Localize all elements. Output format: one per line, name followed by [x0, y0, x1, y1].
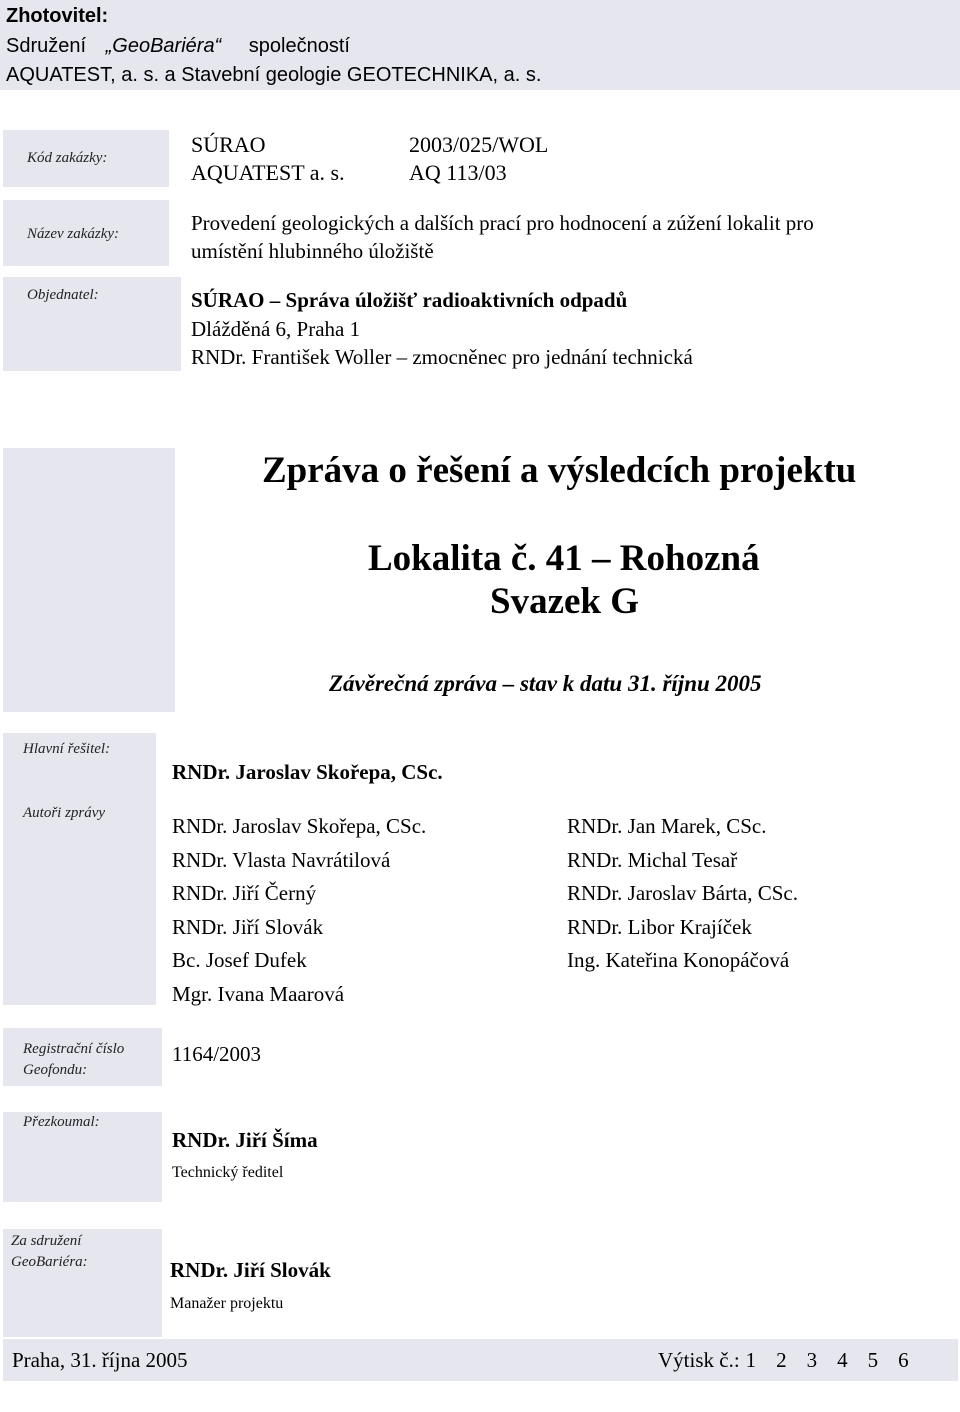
lead-label: Hlavní řešitel:	[23, 741, 111, 757]
authors-label: Autoři zprávy	[23, 805, 106, 821]
order-code-label: Kód zakázky:	[27, 150, 108, 166]
registration-label-2: Geofondu:	[23, 1062, 88, 1078]
contractor-title: Zhotovitel:	[6, 5, 109, 27]
order-name-label: Název zakázky:	[27, 226, 120, 242]
client-label: Objednatel:	[27, 287, 99, 303]
order-code-org-2: AQUATEST a. s.	[191, 160, 345, 185]
author: Bc. Josef Dufek	[172, 948, 307, 973]
client-contact: RNDr. František Woller – zmocněnec pro jednání technická	[191, 345, 693, 369]
footer-bar	[3, 1339, 958, 1381]
copy-number: 1	[745, 1348, 757, 1372]
author: RNDr. Vlasta Navrátilová	[172, 847, 391, 872]
author: RNDr. Jiří Slovák	[172, 914, 324, 939]
authors-col-2	[567, 812, 798, 980]
association-prefix: Sdružení	[6, 35, 87, 57]
reviewer-name: RNDr. Jiří Šíma	[172, 1128, 318, 1152]
association-manager-role: Manažer projektu	[170, 1295, 284, 1312]
copy-number: 4	[837, 1348, 848, 1372]
author: Mgr. Ivana Maarová	[172, 981, 345, 1006]
order-name-line2: umístění hlubinného úložiště	[191, 239, 434, 263]
order-code-org-1: SÚRAO	[191, 132, 266, 157]
contractor-line2: AQUATEST, a. s. a Stavební geologie GEOTECHNIKA, a. s.	[6, 64, 542, 86]
order-name-line1: Provedení geologických a dalších prací pro hodnocení a zúžení lokalit pro	[191, 211, 814, 235]
author: RNDr. Jaroslav Bárta, CSc.	[567, 881, 798, 906]
registration-label-box	[3, 1028, 162, 1086]
copy-label: Výtisk č.:	[658, 1348, 740, 1372]
association-label-2: GeoBariéra:	[11, 1254, 88, 1270]
association-label-1: Za sdružení	[11, 1233, 82, 1249]
footer-place-date: Praha, 31. října 2005	[12, 1348, 188, 1372]
copy-number: 3	[806, 1348, 818, 1372]
client-name: SÚRAO – Správa úložišť radioaktivních odpadů	[191, 288, 628, 312]
report-side-bar	[3, 448, 175, 712]
author: Ing. Kateřina Konopáčová	[567, 948, 790, 973]
reviewer-role: Technický ředitel	[172, 1164, 284, 1181]
contractor-line1	[6, 32, 350, 60]
order-code-value-2: AQ 113/03	[409, 160, 507, 185]
report-volume: Svazek G	[490, 581, 640, 622]
reviewer-label: Přezkoumal:	[23, 1114, 100, 1130]
report-title: Zpráva o řešení a výsledcích projektu	[262, 450, 857, 491]
author: RNDr. Jaroslav Skořepa, CSc.	[172, 814, 427, 838]
copy-number: 5	[867, 1348, 879, 1372]
association-label-box	[3, 1229, 162, 1337]
association-name: „GeoBariéra“	[105, 35, 222, 57]
reviewer-label-box	[3, 1112, 162, 1202]
order-code-value-1: 2003/025/WOL	[409, 132, 549, 157]
author: RNDr. Libor Krajíček	[567, 914, 752, 939]
author: RNDr. Jan Marek, CSc.	[567, 814, 767, 838]
association-manager-name: RNDr. Jiří Slovák	[170, 1258, 331, 1282]
contractor-header	[0, 0, 960, 90]
copy-number: 6	[898, 1348, 909, 1372]
footer-copies	[658, 1346, 909, 1374]
lead-name: RNDr. Jaroslav Skořepa, CSc.	[172, 760, 443, 784]
report-subtitle: Závěrečná zpráva – stav k datu 31. říjnu 2005	[329, 671, 762, 696]
association-suffix: společností	[248, 35, 350, 57]
registration-label-1: Registrační číslo	[23, 1041, 125, 1057]
order-code-label-box	[3, 130, 169, 187]
registration-number: 1164/2003	[172, 1042, 262, 1066]
order-name-label-box	[3, 200, 169, 266]
author: RNDr. Michal Tesař	[567, 847, 738, 872]
client-label-box	[3, 277, 181, 371]
client-address: Dlážděná 6, Praha 1	[191, 317, 361, 341]
authors-col-1	[172, 812, 426, 1014]
copy-number: 2	[776, 1348, 787, 1372]
author: RNDr. Jiří Černý	[172, 881, 317, 906]
lead-label-box	[3, 733, 156, 1005]
report-locality: Lokalita č. 41 – Rohozná	[368, 538, 760, 579]
